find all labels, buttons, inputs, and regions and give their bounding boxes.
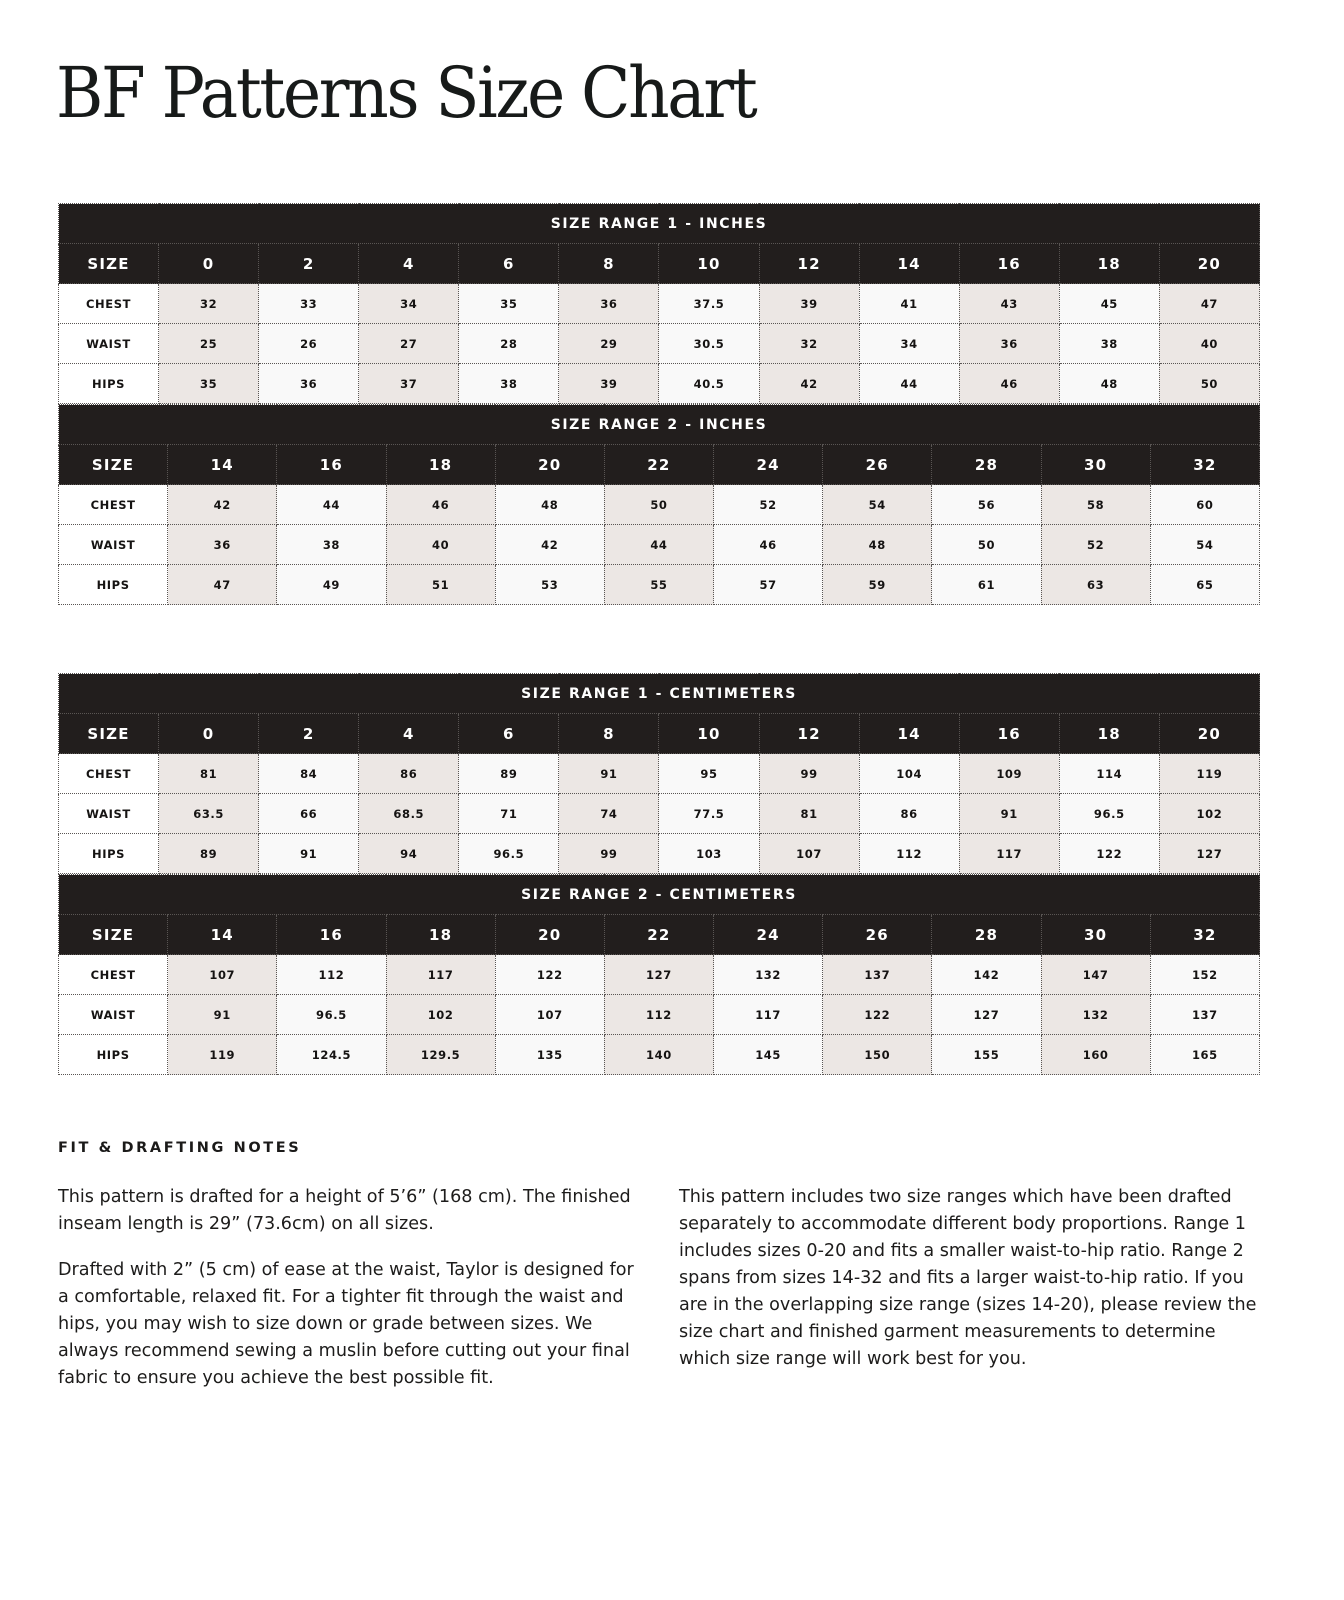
- measurement-label: WAIST: [59, 995, 168, 1035]
- notes-paragraph: This pattern is drafted for a height of 5’6” (168 cm). The finished inseam length is 29” (73.6cm) on all sizes.: [58, 1187, 631, 1234]
- measurement-cell: 34: [859, 324, 959, 364]
- measurement-cell: 127: [932, 995, 1041, 1035]
- measurement-cell: 96.5: [459, 834, 559, 874]
- measurement-cell: 46: [714, 525, 823, 565]
- measurement-cell: 74: [559, 794, 659, 834]
- measurement-cell: 155: [932, 1035, 1041, 1075]
- measurement-cell: 57: [714, 565, 823, 605]
- measurement-cell: 48: [495, 485, 604, 525]
- size-header-label: SIZE: [59, 445, 168, 485]
- measurement-label: CHEST: [59, 485, 168, 525]
- measurement-cell: 25: [159, 324, 259, 364]
- table-row: [59, 565, 1260, 605]
- measurement-cell: 42: [168, 485, 277, 525]
- inches-size-chart: [58, 203, 1260, 605]
- table-row: [59, 364, 1260, 404]
- measurement-cell: 27: [359, 324, 459, 364]
- notes-left-column: [58, 1184, 638, 1411]
- measurement-cell: 40: [386, 525, 495, 565]
- measurement-cell: 96.5: [1059, 794, 1159, 834]
- measurement-cell: 49: [277, 565, 386, 605]
- measurement-cell: 117: [959, 834, 1059, 874]
- size-column-header: 20: [495, 915, 604, 955]
- measurement-cell: 95: [659, 754, 759, 794]
- measurement-cell: 37.5: [659, 284, 759, 324]
- measurement-cell: 119: [168, 1035, 277, 1075]
- measurement-cell: 45: [1059, 284, 1159, 324]
- measurement-cell: 160: [1041, 1035, 1150, 1075]
- measurement-cell: 140: [604, 1035, 713, 1075]
- table-row: [59, 995, 1260, 1035]
- measurement-cell: 107: [168, 955, 277, 995]
- measurement-cell: 52: [1041, 525, 1150, 565]
- size-column-header: 18: [386, 915, 495, 955]
- measurement-cell: 53: [495, 565, 604, 605]
- size-column-header: 20: [1159, 244, 1259, 284]
- size-column-header: 14: [168, 445, 277, 485]
- size-column-header: 20: [1159, 714, 1259, 754]
- measurement-cell: 61: [932, 565, 1041, 605]
- measurement-cell: 33: [259, 284, 359, 324]
- measurement-cell: 77.5: [659, 794, 759, 834]
- measurement-cell: 137: [823, 955, 932, 995]
- measurement-cell: 89: [459, 754, 559, 794]
- size-column-header: 12: [759, 244, 859, 284]
- measurement-cell: 34: [359, 284, 459, 324]
- measurement-cell: 86: [359, 754, 459, 794]
- measurement-cell: 99: [559, 834, 659, 874]
- table-row: [59, 284, 1260, 324]
- measurement-cell: 36: [559, 284, 659, 324]
- measurement-cell: 44: [604, 525, 713, 565]
- measurement-cell: 96.5: [277, 995, 386, 1035]
- measurement-cell: 60: [1150, 485, 1259, 525]
- measurement-cell: 35: [459, 284, 559, 324]
- size-column-header: 14: [859, 714, 959, 754]
- size-column-header: 12: [759, 714, 859, 754]
- measurement-cell: 59: [823, 565, 932, 605]
- measurement-cell: 46: [959, 364, 1059, 404]
- measurement-cell: 104: [859, 754, 959, 794]
- measurement-label: CHEST: [59, 955, 168, 995]
- measurement-cell: 112: [859, 834, 959, 874]
- measurement-cell: 119: [1159, 754, 1259, 794]
- measurement-cell: 117: [386, 955, 495, 995]
- measurement-cell: 36: [168, 525, 277, 565]
- size-column-header: 8: [559, 244, 659, 284]
- size-header-label: SIZE: [59, 244, 159, 284]
- measurement-cell: 38: [277, 525, 386, 565]
- measurement-cell: 50: [1159, 364, 1259, 404]
- table-row: [59, 834, 1260, 874]
- measurement-cell: 36: [259, 364, 359, 404]
- measurement-label: WAIST: [59, 324, 159, 364]
- measurement-cell: 28: [459, 324, 559, 364]
- measurement-cell: 55: [604, 565, 713, 605]
- size-column-header: 24: [714, 915, 823, 955]
- measurement-cell: 81: [159, 754, 259, 794]
- size-header-label: SIZE: [59, 915, 168, 955]
- measurement-label: WAIST: [59, 794, 159, 834]
- measurement-cell: 48: [1059, 364, 1159, 404]
- table-title: SIZE RANGE 1 - CENTIMETERS: [59, 674, 1260, 714]
- size-column-header: 22: [604, 915, 713, 955]
- measurement-label: CHEST: [59, 284, 159, 324]
- measurement-cell: 66: [259, 794, 359, 834]
- table-title-row: [59, 204, 1260, 244]
- size-header-row: [59, 445, 1260, 485]
- measurement-cell: 36: [959, 324, 1059, 364]
- size-column-header: 2: [259, 244, 359, 284]
- measurement-label: HIPS: [59, 565, 168, 605]
- measurement-cell: 135: [495, 1035, 604, 1075]
- measurement-cell: 122: [1059, 834, 1159, 874]
- measurement-cell: 51: [386, 565, 495, 605]
- size-column-header: 30: [1041, 445, 1150, 485]
- size-header-row: [59, 915, 1260, 955]
- size-column-header: 30: [1041, 915, 1150, 955]
- measurement-cell: 91: [259, 834, 359, 874]
- measurement-cell: 150: [823, 1035, 932, 1075]
- table-row: [59, 955, 1260, 995]
- measurement-cell: 44: [859, 364, 959, 404]
- measurement-cell: 71: [459, 794, 559, 834]
- measurement-cell: 102: [386, 995, 495, 1035]
- measurement-cell: 91: [168, 995, 277, 1035]
- measurement-cell: 30.5: [659, 324, 759, 364]
- measurement-cell: 102: [1159, 794, 1259, 834]
- size-column-header: 24: [714, 445, 823, 485]
- size-column-header: 8: [559, 714, 659, 754]
- measurement-cell: 39: [559, 364, 659, 404]
- measurement-cell: 137: [1150, 995, 1259, 1035]
- measurement-cell: 147: [1041, 955, 1150, 995]
- size-column-header: 28: [932, 915, 1041, 955]
- measurement-cell: 43: [959, 284, 1059, 324]
- measurement-cell: 89: [159, 834, 259, 874]
- size-column-header: 32: [1150, 445, 1259, 485]
- measurement-label: HIPS: [59, 364, 159, 404]
- size-column-header: 20: [495, 445, 604, 485]
- measurement-cell: 44: [277, 485, 386, 525]
- size-column-header: 0: [159, 244, 259, 284]
- measurement-cell: 91: [959, 794, 1059, 834]
- size-column-header: 16: [277, 445, 386, 485]
- size-column-header: 6: [459, 714, 559, 754]
- measurement-cell: 94: [359, 834, 459, 874]
- measurement-cell: 99: [759, 754, 859, 794]
- table-row: [59, 1035, 1260, 1075]
- measurement-cell: 114: [1059, 754, 1159, 794]
- measurement-cell: 63.5: [159, 794, 259, 834]
- measurement-cell: 122: [823, 995, 932, 1035]
- measurement-cell: 40.5: [659, 364, 759, 404]
- table-row: [59, 525, 1260, 565]
- size-column-header: 32: [1150, 915, 1259, 955]
- measurement-cell: 42: [759, 364, 859, 404]
- measurement-cell: 68.5: [359, 794, 459, 834]
- measurement-label: HIPS: [59, 1035, 168, 1075]
- size-column-header: 16: [277, 915, 386, 955]
- notes-heading: FIT & DRAFTING NOTES: [58, 1140, 302, 1156]
- size-range-1-centimeters-table: [58, 673, 1260, 874]
- measurement-cell: 107: [495, 995, 604, 1035]
- size-header-row: [59, 244, 1260, 284]
- measurement-cell: 56: [932, 485, 1041, 525]
- measurement-label: WAIST: [59, 525, 168, 565]
- measurement-cell: 32: [759, 324, 859, 364]
- measurement-cell: 112: [277, 955, 386, 995]
- measurement-cell: 117: [714, 995, 823, 1035]
- measurement-cell: 58: [1041, 485, 1150, 525]
- measurement-cell: 81: [759, 794, 859, 834]
- measurement-cell: 47: [168, 565, 277, 605]
- measurement-cell: 132: [714, 955, 823, 995]
- size-header-label: SIZE: [59, 714, 159, 754]
- table-row: [59, 485, 1260, 525]
- measurement-cell: 29: [559, 324, 659, 364]
- measurement-cell: 26: [259, 324, 359, 364]
- size-column-header: 14: [168, 915, 277, 955]
- size-column-header: 28: [932, 445, 1041, 485]
- size-column-header: 10: [659, 714, 759, 754]
- measurement-cell: 132: [1041, 995, 1150, 1035]
- size-column-header: 6: [459, 244, 559, 284]
- table-row: [59, 324, 1260, 364]
- size-column-header: 16: [959, 714, 1059, 754]
- measurement-cell: 103: [659, 834, 759, 874]
- measurement-cell: 35: [159, 364, 259, 404]
- measurement-cell: 40: [1159, 324, 1259, 364]
- size-column-header: 26: [823, 445, 932, 485]
- table-title-row: [59, 405, 1260, 445]
- size-column-header: 4: [359, 714, 459, 754]
- size-column-header: 18: [386, 445, 495, 485]
- size-column-header: 16: [959, 244, 1059, 284]
- measurement-cell: 145: [714, 1035, 823, 1075]
- notes-paragraph: Drafted with 2” (5 cm) of ease at the waist, Taylor is designed for a comfortable, relaxed fit. For a tighter fit through the waist and hips, you may wish to size down or grade between sizes. We always recommend sewing a muslin before cutting out your final fabric to ensure you achieve the best possible fit.: [58, 1260, 634, 1388]
- size-range-1-inches-table: [58, 203, 1260, 404]
- measurement-cell: 50: [932, 525, 1041, 565]
- measurement-cell: 38: [1059, 324, 1159, 364]
- measurement-cell: 50: [604, 485, 713, 525]
- measurement-cell: 52: [714, 485, 823, 525]
- size-column-header: 18: [1059, 244, 1159, 284]
- table-title: SIZE RANGE 1 - INCHES: [59, 204, 1260, 244]
- size-column-header: 14: [859, 244, 959, 284]
- measurement-label: CHEST: [59, 754, 159, 794]
- measurement-cell: 63: [1041, 565, 1150, 605]
- measurement-cell: 127: [1159, 834, 1259, 874]
- size-column-header: 2: [259, 714, 359, 754]
- notes-paragraph: This pattern includes two size ranges which have been drafted separately to accommodate different body proportions. Range 1 includes sizes 0-20 and fits a smaller waist-to-hip ratio. Range 2 spans from sizes 14-32 and fits a larger waist-to-hip ratio. If you are in the overlapping size range (sizes 14-20), please review the size chart and finished garment measurements to determine which size range will work best for you.: [679, 1187, 1257, 1369]
- measurement-cell: 65: [1150, 565, 1259, 605]
- measurement-cell: 91: [559, 754, 659, 794]
- notes-right-column: [679, 1184, 1259, 1392]
- measurement-cell: 129.5: [386, 1035, 495, 1075]
- measurement-cell: 112: [604, 995, 713, 1035]
- table-title-row: [59, 875, 1260, 915]
- measurement-cell: 46: [386, 485, 495, 525]
- table-title-row: [59, 674, 1260, 714]
- measurement-cell: 37: [359, 364, 459, 404]
- measurement-cell: 122: [495, 955, 604, 995]
- size-column-header: 10: [659, 244, 759, 284]
- measurement-cell: 86: [859, 794, 959, 834]
- measurement-cell: 84: [259, 754, 359, 794]
- measurement-cell: 48: [823, 525, 932, 565]
- size-range-2-inches-table: [58, 404, 1260, 605]
- measurement-cell: 38: [459, 364, 559, 404]
- page-title: BF Patterns Size Chart: [56, 52, 756, 134]
- measurement-cell: 127: [604, 955, 713, 995]
- measurement-cell: 54: [1150, 525, 1259, 565]
- measurement-cell: 142: [932, 955, 1041, 995]
- measurement-cell: 124.5: [277, 1035, 386, 1075]
- size-range-2-centimeters-table: [58, 874, 1260, 1075]
- measurement-cell: 152: [1150, 955, 1259, 995]
- size-column-header: 26: [823, 915, 932, 955]
- size-column-header: 4: [359, 244, 459, 284]
- measurement-cell: 165: [1150, 1035, 1259, 1075]
- measurement-cell: 47: [1159, 284, 1259, 324]
- measurement-label: HIPS: [59, 834, 159, 874]
- measurement-cell: 107: [759, 834, 859, 874]
- size-header-row: [59, 714, 1260, 754]
- measurement-cell: 39: [759, 284, 859, 324]
- measurement-cell: 42: [495, 525, 604, 565]
- table-row: [59, 794, 1260, 834]
- measurement-cell: 41: [859, 284, 959, 324]
- table-row: [59, 754, 1260, 794]
- fit-drafting-notes: [58, 1140, 1258, 1388]
- table-title: SIZE RANGE 2 - CENTIMETERS: [59, 875, 1260, 915]
- table-title: SIZE RANGE 2 - INCHES: [59, 405, 1260, 445]
- size-column-header: 22: [604, 445, 713, 485]
- measurement-cell: 54: [823, 485, 932, 525]
- measurement-cell: 32: [159, 284, 259, 324]
- centimeters-size-chart: [58, 673, 1260, 1075]
- size-column-header: 0: [159, 714, 259, 754]
- measurement-cell: 109: [959, 754, 1059, 794]
- size-column-header: 18: [1059, 714, 1159, 754]
